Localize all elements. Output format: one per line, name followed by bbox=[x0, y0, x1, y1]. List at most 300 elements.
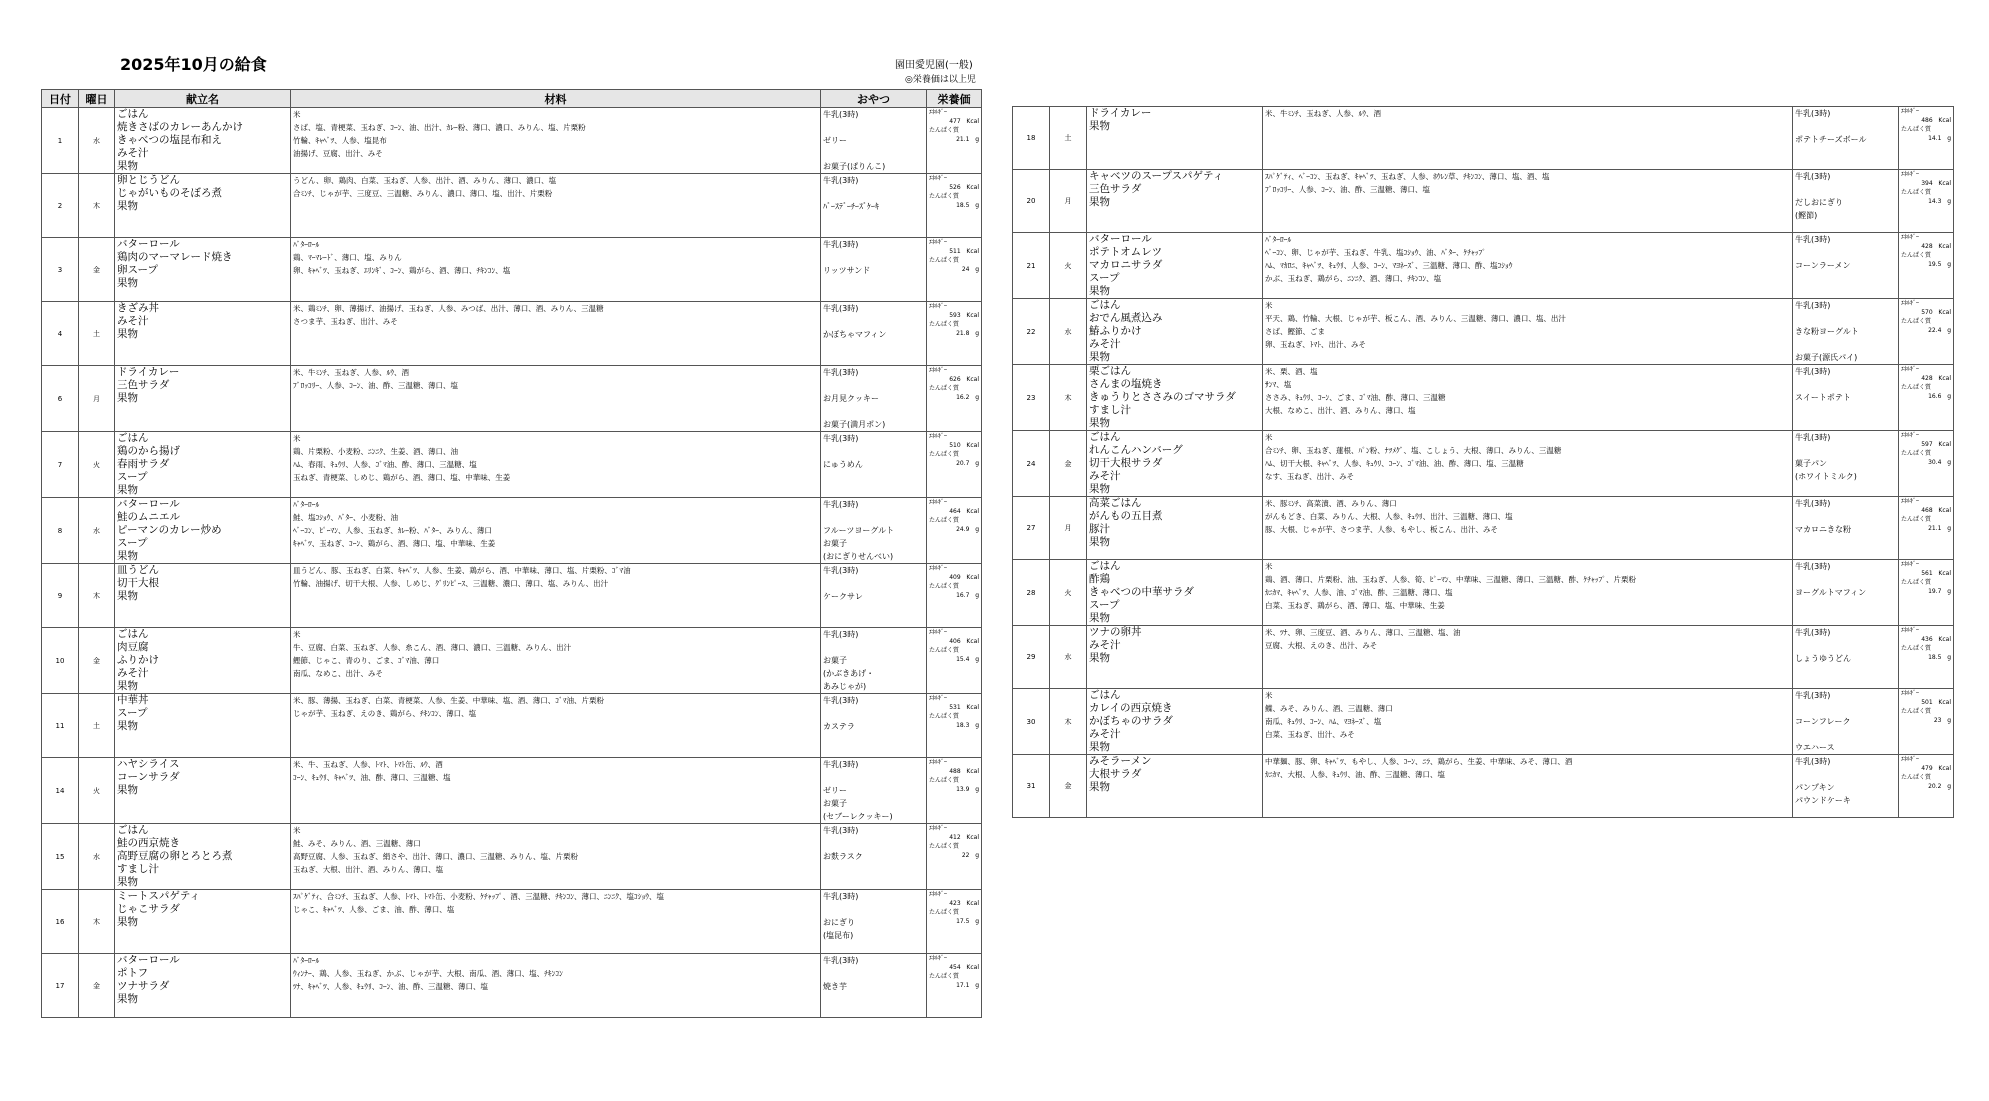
day-number: 11 bbox=[55, 721, 65, 730]
day-cell bbox=[42, 238, 79, 302]
column-header-menu: 献立名 bbox=[115, 90, 291, 108]
protein-value-line bbox=[929, 201, 979, 210]
snack-cell bbox=[1793, 626, 1899, 689]
protein-value-line bbox=[929, 459, 979, 468]
table-row bbox=[1013, 755, 1954, 818]
weekday-cell bbox=[79, 238, 115, 302]
energy-value: 561 bbox=[1921, 570, 1933, 577]
protein-label: たんぱく質 bbox=[929, 843, 960, 850]
weekday-cell bbox=[79, 954, 115, 1018]
day-number: 3 bbox=[57, 265, 63, 274]
kcal-unit: Kcal bbox=[966, 704, 979, 711]
protein-value-line bbox=[929, 981, 979, 990]
weekday-label: 水 bbox=[1064, 653, 1072, 661]
weekday-label: 水 bbox=[93, 852, 100, 861]
day-number: 18 bbox=[1026, 134, 1036, 142]
ingredient-list: 米、栗、酒、塩 ｻﾝﾏ、塩 ささみ、ｷｭｳﾘ、ｺｰﾝ、ごま、ｺﾞﾏ油、酢、薄口、三温糖 大根、なめこ、出汁、酒、みりん、薄口、塩 bbox=[1265, 367, 1446, 415]
menu-items: ドライカレー 三色サラダ 果物 bbox=[117, 366, 180, 404]
gram-unit: g bbox=[975, 592, 979, 599]
menu-items: ごはん カレイの西京焼き かぼちゃのサラダ みそ汁 果物 bbox=[1089, 689, 1173, 753]
snack-items: 牛乳(3時) おにぎり (塩昆布) bbox=[823, 892, 859, 940]
weekday-label: 木 bbox=[1064, 717, 1072, 726]
energy-label: ｴﾈﾙｷﾞｰ bbox=[1901, 690, 1920, 697]
protein-value-line bbox=[1901, 134, 1951, 143]
energy-label: ｴﾈﾙｷﾞｰ bbox=[929, 433, 948, 440]
ingredient-list: 米 鮭、みそ、みりん、酒、三温糖、薄口 高野豆腐、人参、玉ねぎ、絹さや、出汁、薄口、濃口、三温糖、みりん、塩、片栗粉 玉ねぎ、大根、出汁、酒、みりん、薄口、塩 bbox=[293, 826, 578, 874]
table-row bbox=[42, 954, 982, 1018]
snack-cell bbox=[1793, 560, 1899, 626]
protein-value-line bbox=[1901, 587, 1951, 596]
nutrition-values bbox=[929, 694, 979, 730]
day-cell bbox=[1013, 107, 1050, 170]
kcal-unit: Kcal bbox=[966, 768, 979, 775]
nutrition-cell bbox=[927, 628, 982, 694]
snack-cell bbox=[1793, 233, 1899, 299]
day-number: 10 bbox=[55, 656, 65, 665]
snack-items: 牛乳(3時) カステラ bbox=[823, 696, 859, 731]
snack-cell bbox=[1793, 299, 1899, 365]
energy-value-line bbox=[929, 833, 979, 842]
day-cell bbox=[42, 628, 79, 694]
protein-label: たんぱく質 bbox=[1901, 708, 1932, 715]
energy-label: ｴﾈﾙｷﾞｰ bbox=[1901, 171, 1920, 178]
snack-cell bbox=[1793, 170, 1899, 233]
ingredient-list: 米、ﾂﾅ、卵、三度豆、酒、みりん、薄口、三温糖、塩、油 豆腐、大根、えのき、出汁、みそ bbox=[1265, 628, 1461, 650]
table-row bbox=[42, 238, 982, 302]
protein-value-line bbox=[1901, 326, 1951, 335]
gram-unit: g bbox=[1947, 393, 1951, 400]
protein-label: たんぱく質 bbox=[1901, 189, 1932, 196]
kcal-unit: Kcal bbox=[1938, 699, 1951, 706]
ingredient-list: 米 鶏、酒、薄口、片栗粉、油、玉ねぎ、人参、筍、ﾋﾟｰﾏﾝ、中華味、三温糖、薄口、三温糖、酢、ｹﾁｬｯﾌﾟ、片栗粉 ｶﾆｶﾏ、ｷｬﾍﾞﾂ、人参、油、ｺﾞﾏ油、酢、三温糖、薄口、塩 白菜、玉ねぎ、鶏がら、酒、薄口、塩、中華味、生姜 bbox=[1265, 562, 1636, 610]
menu-cell bbox=[115, 302, 291, 366]
protein-value-line bbox=[929, 785, 979, 794]
day-cell bbox=[1013, 689, 1050, 755]
protein-value: 22.4 bbox=[1928, 327, 1942, 334]
snack-items: 牛乳(3時) ﾊﾞｰｽﾃﾞｰﾁｰｽﾞｹｰｷ bbox=[823, 176, 879, 211]
energy-value: 428 bbox=[1921, 375, 1933, 382]
gram-unit: g bbox=[975, 266, 979, 273]
gram-unit: g bbox=[1947, 654, 1951, 661]
snack-cell bbox=[1793, 365, 1899, 431]
energy-value: 412 bbox=[949, 834, 961, 841]
gram-unit: g bbox=[1947, 261, 1951, 268]
nutrition-cell bbox=[927, 890, 982, 954]
gram-unit: g bbox=[1947, 525, 1951, 532]
menu-items: ごはん おでん風煮込み 鰆ふりかけ みそ汁 果物 bbox=[1089, 299, 1163, 363]
protein-value-line bbox=[929, 591, 979, 600]
weekday-cell bbox=[1050, 560, 1087, 626]
table-row bbox=[1013, 365, 1954, 431]
protein-value-line bbox=[1901, 653, 1951, 662]
energy-value-line bbox=[929, 573, 979, 582]
menu-cell bbox=[1087, 299, 1263, 365]
ingredient-list: 米 牛、豆腐、白菜、玉ねぎ、人参、糸こん、酒、薄口、濃口、三温糖、みりん、出汁 鰹節、じゃこ、青のり、ごま、ｺﾞﾏ油、薄口 南瓜、なめこ、出汁、みそ bbox=[293, 630, 572, 678]
protein-value: 15.4 bbox=[956, 656, 970, 663]
weekday-label: 水 bbox=[93, 136, 100, 145]
menu-items: 皿うどん 切干大根 果物 bbox=[117, 564, 159, 602]
day-number: 7 bbox=[57, 460, 63, 469]
ingredients-cell bbox=[1263, 689, 1793, 755]
day-cell bbox=[42, 954, 79, 1018]
protein-label: たんぱく質 bbox=[929, 583, 960, 590]
column-header-day: 日付 bbox=[42, 90, 79, 108]
kcal-unit: Kcal bbox=[1938, 765, 1951, 772]
snack-cell bbox=[821, 890, 927, 954]
ingredient-list: 米、豚、薄揚、玉ねぎ、白菜、青梗菜、人参、生姜、中華味、塩、酒、薄口、ｺﾞﾏ油、片栗粉 じゃが芋、玉ねぎ、えのき、鶏がら、ﾁｷﾝｺﾝ、薄口、塩 bbox=[293, 696, 604, 718]
menu-items: バターロール 鮭のムニエル ピーマンのカレー炒め スープ 果物 bbox=[117, 498, 222, 562]
energy-value-line bbox=[1901, 374, 1951, 383]
weekday-label: 水 bbox=[93, 526, 100, 535]
gram-unit: g bbox=[975, 918, 979, 925]
menu-items: ごはん 酢鶏 きゃべつの中華サラダ スープ 果物 bbox=[1089, 560, 1194, 624]
protein-value: 19.7 bbox=[1928, 588, 1942, 595]
ingredients-cell bbox=[1263, 107, 1793, 170]
snack-cell bbox=[821, 108, 927, 174]
energy-value-line bbox=[1901, 698, 1951, 707]
nutrition-values bbox=[1901, 626, 1951, 662]
kcal-unit: Kcal bbox=[966, 184, 979, 191]
gram-unit: g bbox=[1947, 783, 1951, 790]
nutrition-cell bbox=[927, 302, 982, 366]
day-number: 15 bbox=[55, 852, 65, 861]
table-row bbox=[42, 824, 982, 890]
menu-cell bbox=[115, 108, 291, 174]
table-row bbox=[42, 302, 982, 366]
nutrition-cell bbox=[927, 758, 982, 824]
day-cell bbox=[42, 758, 79, 824]
protein-value-line bbox=[929, 265, 979, 274]
energy-label: ｴﾈﾙｷﾞｰ bbox=[1901, 627, 1920, 634]
day-cell bbox=[1013, 560, 1050, 626]
energy-value: 597 bbox=[1921, 441, 1933, 448]
day-number: 22 bbox=[1026, 327, 1036, 336]
weekday-label: 火 bbox=[93, 786, 100, 795]
column-header-ingredients: 材料 bbox=[291, 90, 821, 108]
kcal-unit: Kcal bbox=[1938, 507, 1951, 514]
kcal-unit: Kcal bbox=[966, 900, 979, 907]
energy-value: 501 bbox=[1921, 699, 1933, 706]
weekday-cell bbox=[79, 302, 115, 366]
day-cell bbox=[42, 564, 79, 628]
gram-unit: g bbox=[975, 460, 979, 467]
ingredients-cell bbox=[1263, 299, 1793, 365]
protein-value: 16.2 bbox=[956, 394, 970, 401]
energy-value: 436 bbox=[1921, 636, 1933, 643]
ingredients-cell bbox=[1263, 431, 1793, 497]
weekday-cell bbox=[79, 498, 115, 564]
table-row bbox=[1013, 431, 1954, 497]
energy-label: ｴﾈﾙｷﾞｰ bbox=[1901, 108, 1920, 115]
menu-items: 卵とじうどん じゃがいものそぼろ煮 果物 bbox=[117, 174, 222, 212]
menu-items: ごはん 鶏のから揚げ 春雨サラダ スープ 果物 bbox=[117, 432, 180, 496]
day-number: 24 bbox=[1026, 459, 1036, 468]
day-number: 2 bbox=[57, 201, 63, 210]
energy-label: ｴﾈﾙｷﾞｰ bbox=[1901, 498, 1920, 505]
menu-cell bbox=[1087, 233, 1263, 299]
protein-value: 21.1 bbox=[1928, 525, 1942, 532]
menu-cell bbox=[115, 628, 291, 694]
menu-cell bbox=[1087, 170, 1263, 233]
menu-cell bbox=[115, 694, 291, 758]
weekday-label: 金 bbox=[1064, 782, 1072, 790]
protein-value: 18.3 bbox=[956, 722, 970, 729]
weekday-cell bbox=[79, 824, 115, 890]
day-cell bbox=[1013, 365, 1050, 431]
day-cell bbox=[1013, 431, 1050, 497]
weekday-label: 月 bbox=[1064, 524, 1072, 532]
weekday-cell bbox=[79, 432, 115, 498]
gram-unit: g bbox=[1947, 327, 1951, 334]
ingredients-cell bbox=[1263, 497, 1793, 560]
ingredients-cell bbox=[1263, 365, 1793, 431]
gram-unit: g bbox=[975, 786, 979, 793]
protein-value-line bbox=[1901, 782, 1951, 791]
nutrition-values bbox=[1901, 107, 1951, 143]
protein-label: たんぱく質 bbox=[1901, 450, 1932, 457]
menu-items: 中華丼 スープ 果物 bbox=[117, 694, 149, 732]
menu-cell bbox=[1087, 755, 1263, 818]
table-row bbox=[1013, 170, 1954, 233]
weekday-label: 土 bbox=[1064, 134, 1072, 142]
nutrition-cell bbox=[1899, 497, 1954, 560]
snack-items: 牛乳(3時) しょうゆうどん bbox=[1795, 628, 1851, 663]
protein-label: たんぱく質 bbox=[929, 777, 960, 784]
energy-label: ｴﾈﾙｷﾞｰ bbox=[929, 109, 948, 116]
weekday-cell bbox=[79, 758, 115, 824]
ingredients-cell bbox=[1263, 626, 1793, 689]
nutrition-cell bbox=[1899, 626, 1954, 689]
menu-cell bbox=[115, 366, 291, 432]
weekday-cell bbox=[79, 564, 115, 628]
protein-value-line bbox=[929, 329, 979, 338]
protein-value-line bbox=[929, 135, 979, 144]
protein-label: たんぱく質 bbox=[929, 973, 960, 980]
energy-label: ｴﾈﾙｷﾞｰ bbox=[929, 629, 948, 636]
menu-items: きざみ丼 みそ汁 果物 bbox=[117, 302, 159, 340]
ingredients-cell bbox=[291, 366, 821, 432]
energy-value-line bbox=[1901, 242, 1951, 251]
snack-items: 牛乳(3時) ゼリー お菓子 (セブーレクッキー) bbox=[823, 760, 893, 821]
weekday-label: 木 bbox=[93, 917, 100, 926]
energy-value-line bbox=[1901, 179, 1951, 188]
snack-items: 牛乳(3時) マカロニきな粉 bbox=[1795, 499, 1851, 534]
protein-value-line bbox=[1901, 524, 1951, 533]
protein-value: 18.5 bbox=[956, 202, 970, 209]
energy-value-line bbox=[1901, 308, 1951, 317]
snack-cell bbox=[821, 758, 927, 824]
nutrition-values bbox=[929, 302, 979, 338]
day-cell bbox=[1013, 755, 1050, 818]
kcal-unit: Kcal bbox=[966, 376, 979, 383]
snack-cell bbox=[1793, 689, 1899, 755]
menu-cell bbox=[1087, 431, 1263, 497]
ingredient-list: 米 平天、鶏、竹輪、大根、じゃが芋、板こん、酒、みりん、三温糖、薄口、濃口、塩、出汁 さば、鰹節、ごま 卵、玉ねぎ、ﾄﾏﾄ、出汁、みそ bbox=[1265, 301, 1566, 349]
nutrition-values bbox=[1901, 365, 1951, 401]
ingredients-cell bbox=[291, 628, 821, 694]
ingredients-cell bbox=[291, 890, 821, 954]
energy-value: 454 bbox=[949, 964, 961, 971]
nutrition-cell bbox=[927, 432, 982, 498]
weekday-label: 金 bbox=[93, 656, 100, 665]
menu-items: ツナの卵丼 みそ汁 果物 bbox=[1089, 626, 1142, 664]
ingredient-list: 米、牛ﾐﾝﾁ、玉ねぎ、人参、ﾙｳ、酒 bbox=[1265, 109, 1381, 118]
protein-value: 24 bbox=[961, 266, 970, 273]
nutrition-values bbox=[929, 498, 979, 534]
menu-cell bbox=[115, 758, 291, 824]
nutrition-cell bbox=[1899, 170, 1954, 233]
gram-unit: g bbox=[1947, 135, 1951, 142]
energy-value: 464 bbox=[949, 508, 961, 515]
ingredient-list: 米 さば、塩、青梗菜、玉ねぎ、ｺｰﾝ、油、出汁、ｶﾚｰ粉、薄口、濃口、みりん、塩、片栗粉 竹輪、ｷｬﾍﾞﾂ、人参、塩昆布 油揚げ、豆腐、出汁、みそ bbox=[293, 110, 586, 158]
day-cell bbox=[42, 890, 79, 954]
energy-value: 486 bbox=[1921, 117, 1933, 124]
protein-value: 13.9 bbox=[956, 786, 970, 793]
ingredient-list: ﾊﾞﾀｰﾛｰﾙ ﾍﾞｰｺﾝ、卵、じゃが芋、玉ねぎ、牛乳、塩ｺｼｮｳ、油、ﾊﾞﾀｰ、ｹﾁｬｯﾌﾟ ﾊﾑ、ﾏｶﾛﾆ、ｷｬﾍﾞﾂ、ｷｭｳﾘ、人参、ｺｰﾝ、ﾏﾖﾈｰｽﾞ、三温糖、薄口、酢、塩ｺｼｮｳ かぶ、玉ねぎ、鶏がら、ﾆﾝﾆｸ、酒、薄口、ﾁｷﾝｺﾝ、塩 bbox=[1265, 235, 1513, 283]
ingredients-cell bbox=[291, 954, 821, 1018]
day-number: 9 bbox=[57, 591, 63, 600]
page-title: 2025年10月の給食 bbox=[120, 55, 267, 74]
nutrition-cell bbox=[927, 564, 982, 628]
table-row bbox=[42, 890, 982, 954]
nutrition-cell bbox=[927, 498, 982, 564]
snack-cell bbox=[821, 432, 927, 498]
energy-value-line bbox=[929, 703, 979, 712]
protein-value-line bbox=[1901, 716, 1951, 725]
menu-cell bbox=[115, 174, 291, 238]
nutrition-note: ◎栄養価は以上児 bbox=[905, 75, 976, 85]
ingredients-cell bbox=[291, 694, 821, 758]
menu-items: ごはん 鮭の西京焼き 高野豆腐の卵とろとろ煮 すまし汁 果物 bbox=[117, 824, 233, 888]
ingredient-list: ﾊﾞﾀｰﾛｰﾙ 鮭、塩ｺｼｮｳ、ﾊﾞﾀｰ、小麦粉、油 ﾍﾞｰｺﾝ、ﾋﾟｰﾏﾝ、人参、玉ねぎ、ｶﾚｰ粉、ﾊﾞﾀｰ、みりん、薄口 ｷｬﾍﾞﾂ、玉ねぎ、ｺｰﾝ、鶏がら、酒、薄口、塩、中華味、生姜 bbox=[293, 500, 496, 548]
energy-value-line bbox=[929, 247, 979, 256]
gram-unit: g bbox=[975, 656, 979, 663]
ingredients-cell bbox=[291, 238, 821, 302]
snack-items: 牛乳(3時) スイートポテト bbox=[1795, 367, 1851, 402]
menu-items: 栗ごはん さんまの塩焼き きゅうりとささみのゴマサラダ すまし汁 果物 bbox=[1089, 365, 1236, 429]
nutrition-cell bbox=[927, 954, 982, 1018]
ingredient-list: 米、豚ﾐﾝﾁ、高菜漬、酒、みりん、薄口 がんもどき、白菜、みりん、大根、人参、ｷｭｳﾘ、出汁、三温糖、薄口、塩 豚、大根、じゃが芋、さつま芋、人参、もやし、板こん、出汁、みそ bbox=[1265, 499, 1513, 534]
nutrition-values bbox=[1901, 755, 1951, 791]
menu-cell bbox=[115, 432, 291, 498]
menu-items: ハヤシライス コーンサラダ 果物 bbox=[117, 758, 180, 796]
protein-value: 17.1 bbox=[956, 982, 970, 989]
day-cell bbox=[1013, 626, 1050, 689]
day-cell bbox=[42, 432, 79, 498]
ingredients-cell bbox=[1263, 170, 1793, 233]
nutrition-values bbox=[929, 628, 979, 664]
energy-value: 468 bbox=[1921, 507, 1933, 514]
snack-items: 牛乳(3時) フルーツヨーグルト お菓子 (おにぎりせんべい) bbox=[823, 500, 895, 561]
energy-value-line bbox=[1901, 506, 1951, 515]
menu-items: 高菜ごはん がんもの五目煮 豚汁 果物 bbox=[1089, 497, 1163, 548]
nutrition-values bbox=[1901, 560, 1951, 596]
ingredient-list: ﾊﾞﾀｰﾛｰﾙ 鶏、ﾏｰﾏﾚｰﾄﾞ、薄口、塩、みりん 卵、ｷｬﾍﾞﾂ、玉ねぎ、ｴﾘﾝｷﾞ、ｺｰﾝ、鶏がら、酒、薄口、ﾁｷﾝｺﾝ、塩 bbox=[293, 240, 511, 275]
menu-items: キャベツのスープスパゲティ 三色サラダ 果物 bbox=[1089, 170, 1224, 208]
protein-label: たんぱく質 bbox=[929, 321, 960, 328]
ingredient-list: うどん、卵、鶏肉、白菜、玉ねぎ、人参、出汁、酒、みりん、薄口、濃口、塩 合ﾐﾝﾁ、じゃが芋、三度豆、三温糖、みりん、濃口、薄口、塩、出汁、片栗粉 bbox=[293, 176, 557, 198]
weekday-label: 火 bbox=[1064, 588, 1072, 597]
gram-unit: g bbox=[1947, 459, 1951, 466]
day-number: 23 bbox=[1026, 393, 1036, 402]
energy-label: ｴﾈﾙｷﾞｰ bbox=[929, 303, 948, 310]
nutrition-values bbox=[929, 366, 979, 402]
protein-label: たんぱく質 bbox=[929, 647, 960, 654]
energy-value: 406 bbox=[949, 638, 961, 645]
day-number: 28 bbox=[1026, 588, 1036, 597]
kcal-unit: Kcal bbox=[966, 574, 979, 581]
ingredient-list: 米、鶏ﾐﾝﾁ、卵、薄揚げ、油揚げ、玉ねぎ、人参、みつば、出汁、薄口、酒、みりん、三温糖 さつま芋、玉ねぎ、出汁、みそ bbox=[293, 304, 604, 326]
snack-items: 牛乳(3時) お月見クッキー お菓子(満月ポン) bbox=[823, 368, 886, 429]
ingredients-cell bbox=[291, 432, 821, 498]
nutrition-cell bbox=[927, 366, 982, 432]
snack-cell bbox=[821, 694, 927, 758]
menu-items: みそラーメン 大根サラダ 果物 bbox=[1089, 755, 1152, 793]
energy-label: ｴﾈﾙｷﾞｰ bbox=[929, 759, 948, 766]
day-number: 30 bbox=[1026, 717, 1036, 726]
energy-value-line bbox=[929, 899, 979, 908]
day-number: 17 bbox=[55, 981, 65, 990]
table-row bbox=[42, 366, 982, 432]
nutrition-values bbox=[1901, 233, 1951, 269]
weekday-cell bbox=[1050, 755, 1087, 818]
energy-value: 510 bbox=[949, 442, 961, 449]
protein-label: たんぱく質 bbox=[929, 193, 960, 200]
nutrition-cell bbox=[927, 694, 982, 758]
energy-value-line bbox=[929, 507, 979, 516]
day-cell bbox=[42, 108, 79, 174]
nutrition-cell bbox=[1899, 755, 1954, 818]
kcal-unit: Kcal bbox=[966, 638, 979, 645]
protein-label: たんぱく質 bbox=[929, 713, 960, 720]
energy-value: 394 bbox=[1921, 180, 1933, 187]
snack-cell bbox=[821, 824, 927, 890]
table-row bbox=[42, 108, 982, 174]
weekday-label: 金 bbox=[1064, 459, 1072, 468]
energy-value: 511 bbox=[949, 248, 961, 255]
energy-label: ｴﾈﾙｷﾞｰ bbox=[929, 825, 948, 832]
table-row bbox=[1013, 626, 1954, 689]
nutrition-values bbox=[929, 432, 979, 468]
protein-value-line bbox=[929, 525, 979, 534]
protein-value: 20.2 bbox=[1928, 783, 1942, 790]
nutrition-values bbox=[929, 238, 979, 274]
kcal-unit: Kcal bbox=[966, 508, 979, 515]
energy-label: ｴﾈﾙｷﾞｰ bbox=[929, 499, 948, 506]
protein-label: たんぱく質 bbox=[1901, 774, 1932, 781]
energy-value: 428 bbox=[1921, 243, 1933, 250]
snack-items: 牛乳(3時) ケークサレ bbox=[823, 566, 863, 601]
day-cell bbox=[42, 174, 79, 238]
day-number: 31 bbox=[1026, 782, 1036, 790]
nutrition-cell bbox=[927, 108, 982, 174]
menu-items: バターロール ポトフ ツナサラダ 果物 bbox=[117, 954, 180, 1005]
energy-value: 477 bbox=[949, 118, 961, 125]
protein-value-line bbox=[929, 851, 979, 860]
gram-unit: g bbox=[1947, 588, 1951, 595]
table-row bbox=[1013, 689, 1954, 755]
protein-value: 16.7 bbox=[956, 592, 970, 599]
snack-items: 牛乳(3時) 焼き芋 bbox=[823, 956, 859, 991]
organization-name: 園田愛児園(一般) bbox=[895, 60, 973, 71]
protein-label: たんぱく質 bbox=[1901, 516, 1932, 523]
weekday-cell bbox=[1050, 299, 1087, 365]
protein-label: たんぱく質 bbox=[1901, 579, 1932, 586]
column-header-snack: おやつ bbox=[821, 90, 927, 108]
energy-value-line bbox=[1901, 635, 1951, 644]
protein-label: たんぱく質 bbox=[1901, 384, 1932, 391]
protein-label: たんぱく質 bbox=[929, 909, 960, 916]
